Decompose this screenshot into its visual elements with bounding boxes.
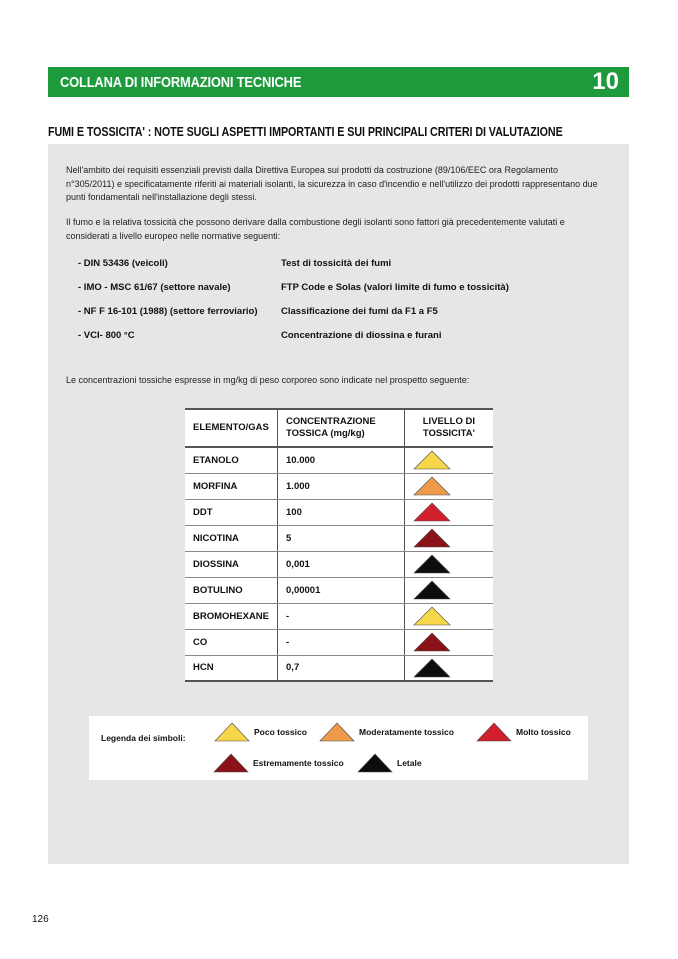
toxicity-level-cell — [404, 447, 493, 473]
norm-name: - IMO - MSC 61/67 (settore navale) — [78, 282, 231, 293]
concentration-cell: 10.000 — [278, 447, 405, 473]
table-row — [185, 499, 493, 525]
toxicity-level-cell — [404, 473, 493, 499]
element-cell: HCN — [185, 655, 278, 681]
toxicity-level-cell — [404, 603, 493, 629]
element-cell: DIOSSINA — [185, 551, 278, 577]
header-bar — [48, 67, 629, 97]
legend-item-estremo — [213, 753, 344, 773]
table-row — [185, 629, 493, 655]
legend-label: Moderatamente tossico — [359, 727, 454, 737]
element-cell: ETANOLO — [185, 447, 278, 473]
page-number: 126 — [32, 914, 49, 925]
norms-intro-paragraph: Il fumo e la relativa tossicità che possono derivare dalla combustione degli isolanti sono fattori già precedentemente valutati e considerati a livello europeo nelle normative seguenti: — [66, 217, 565, 241]
concentration-cell: 0,7 — [278, 655, 405, 681]
concentration-cell: 100 — [278, 499, 405, 525]
intro-paragraph: Nell'ambito dei requisiti essenziali previsti dalla Direttiva Europea sui prodotti da costruzione (89/106/EEC ora Regolamento n°305/2011) e specificatamente riferiti ai materiali isolanti, la sicurezza in caso d'incendio e nell'utilizzo dei prodotti rappresentano due punti fondamentali nell'installazione degli stessi. — [66, 165, 598, 202]
warning-triangle-icon — [319, 722, 359, 742]
norm-item — [78, 330, 598, 354]
header-element: ELEMENTO/GAS — [185, 409, 278, 447]
warning-triangle-icon — [413, 662, 451, 673]
toxicity-level-cell — [404, 551, 493, 577]
table-row — [185, 525, 493, 551]
element-cell: NICOTINA — [185, 525, 278, 551]
table-row — [185, 473, 493, 499]
warning-triangle-icon — [413, 455, 451, 466]
warning-triangle-icon — [213, 753, 253, 773]
warning-triangle-icon — [413, 481, 451, 492]
toxicity-level-cell — [404, 577, 493, 603]
header-title: COLLANA DI INFORMAZIONI TECNICHE — [60, 73, 302, 91]
warning-triangle-icon — [413, 637, 451, 648]
concentration-cell: - — [278, 603, 405, 629]
norm-description: Test di tossicità dei fumi — [281, 258, 392, 269]
header-concentration: CONCENTRAZIONE TOSSICA (mg/kg) — [278, 409, 405, 447]
concentration-cell: 0,00001 — [278, 577, 405, 603]
table-intro-paragraph: Le concentrazioni tossiche espresse in mg/kg di peso corporeo sono indicate nel prospetto seguente: — [66, 375, 470, 385]
element-cell: BOTULINO — [185, 577, 278, 603]
toxicity-level-cell — [404, 629, 493, 655]
concentration-cell: - — [278, 629, 405, 655]
warning-triangle-icon — [413, 611, 451, 622]
warning-triangle-icon — [214, 722, 254, 742]
element-cell: DDT — [185, 499, 278, 525]
warning-triangle-icon — [413, 559, 451, 570]
norm-item — [78, 282, 598, 306]
table-row — [185, 603, 493, 629]
norm-name: - DIN 53436 (veicoli) — [78, 258, 168, 269]
toxicity-level-cell — [404, 655, 493, 681]
warning-triangle-icon — [476, 722, 516, 742]
legend — [89, 716, 588, 780]
warning-triangle-icon — [413, 533, 451, 544]
legend-item-letale — [357, 753, 422, 773]
norms-list — [78, 258, 598, 354]
header-level: LIVELLO DI TOSSICITA' — [404, 409, 493, 447]
legend-item-poco — [214, 722, 307, 742]
table-row — [185, 447, 493, 473]
norm-description: Classificazione dei fumi da F1 a F5 — [281, 306, 438, 317]
norm-name: - NF F 16-101 (1988) (settore ferroviario) — [78, 306, 258, 317]
norm-description: Concentrazione di diossina e furani — [281, 330, 442, 341]
chapter-number: 10 — [592, 68, 619, 95]
legend-label: Poco tossico — [254, 727, 307, 737]
legend-item-molto — [476, 722, 571, 742]
norm-item — [78, 258, 598, 282]
norm-name: - VCI- 800 °C — [78, 330, 135, 341]
table-row — [185, 655, 493, 681]
norm-description: FTP Code e Solas (valori limite di fumo e tossicità) — [281, 282, 509, 293]
element-cell: MORFINA — [185, 473, 278, 499]
legend-item-moderato — [319, 722, 454, 742]
legend-heading: Legenda dei simboli: — [101, 733, 186, 743]
legend-label: Estremamente tossico — [253, 758, 344, 768]
norm-item — [78, 306, 598, 330]
table-row — [185, 551, 493, 577]
legend-label: Molto tossico — [516, 727, 571, 737]
legend-label: Letale — [397, 758, 422, 768]
concentration-cell: 5 — [278, 525, 405, 551]
table-header-row — [185, 409, 493, 447]
element-cell: BROMOHEXANE — [185, 603, 278, 629]
concentration-cell: 0,001 — [278, 551, 405, 577]
warning-triangle-icon — [413, 507, 451, 518]
toxicity-table — [185, 408, 493, 682]
warning-triangle-icon — [357, 753, 397, 773]
toxicity-level-cell — [404, 499, 493, 525]
section-title: FUMI E TOSSICITA' : NOTE SUGLI ASPETTI IMPORTANTI E SUI PRINCIPALI CRITERI DI VALUTAZIONE — [48, 125, 563, 139]
element-cell: CO — [185, 629, 278, 655]
concentration-cell: 1.000 — [278, 473, 405, 499]
warning-triangle-icon — [413, 585, 451, 596]
toxicity-level-cell — [404, 525, 493, 551]
table-row — [185, 577, 493, 603]
